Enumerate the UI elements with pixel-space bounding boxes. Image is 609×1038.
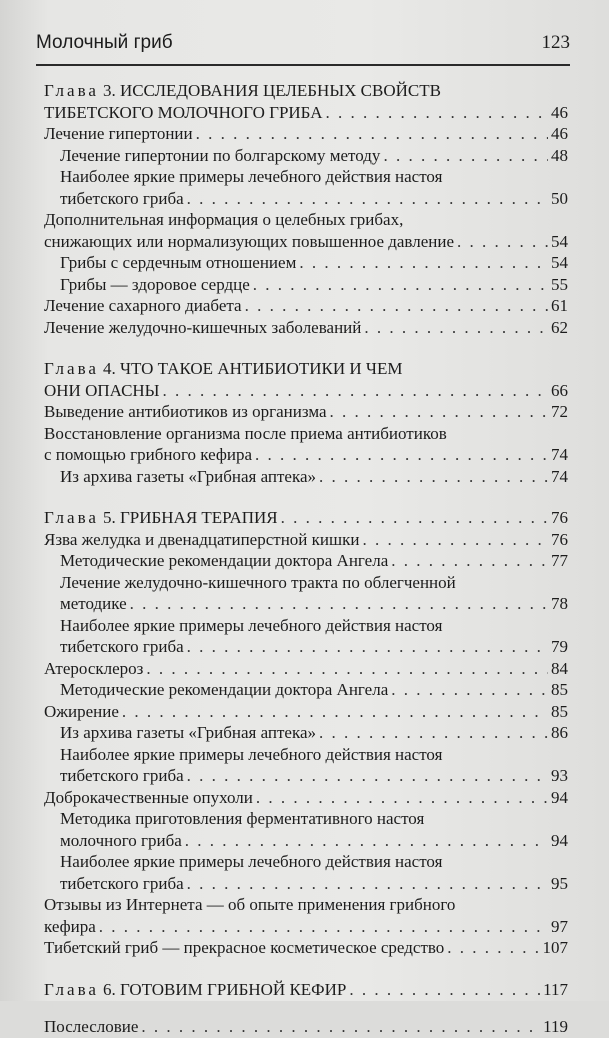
chapter-3-heading — [44, 80, 568, 123]
page-ref: 93 — [551, 766, 568, 785]
toc-subentry — [44, 274, 568, 296]
entry-title: Лечение гипертонии — [44, 124, 193, 143]
page-ref: 61 — [551, 296, 568, 315]
page-ref: 66 — [551, 380, 568, 400]
entry-title-cont: кефира — [44, 916, 96, 936]
toc-subentry — [44, 252, 568, 274]
toc-subentry — [44, 722, 568, 744]
page-ref: 50 — [551, 188, 568, 208]
entry-title: Выведение антибиотиков из организма — [44, 402, 327, 421]
toc-subentry — [44, 808, 568, 851]
page-ref: 46 — [551, 102, 568, 122]
page-ref: 85 — [551, 701, 568, 721]
toc-subentry — [44, 851, 568, 894]
entry-title: Ожирение — [44, 701, 119, 721]
page-ref: 72 — [551, 402, 568, 421]
entry-title: Методические рекомендации доктора Ангела — [60, 551, 389, 570]
page-ref: 79 — [551, 637, 568, 656]
page-ref: 85 — [551, 680, 568, 699]
toc-subentry — [44, 615, 568, 658]
entry-title: Грибы с сердечным отношением — [60, 253, 297, 272]
entry-title-cont: методике — [60, 594, 127, 613]
toc-subentry — [44, 679, 568, 701]
toc-subentry — [44, 466, 568, 488]
toc-entry — [44, 295, 568, 317]
page-ref: 97 — [551, 916, 568, 936]
toc-entry — [44, 123, 568, 145]
page-ref: 94 — [551, 787, 568, 807]
entry-title-cont: тибетского гриба — [60, 873, 184, 893]
page-ref: 78 — [551, 594, 568, 613]
chapter-prefix: Глава — [44, 979, 99, 999]
toc-subentry — [44, 166, 568, 209]
toc-entry — [44, 937, 568, 959]
entry-title: Наиболее яркие примеры лечебного действия настоя — [60, 852, 443, 871]
toc-entry — [44, 423, 568, 466]
running-title: Молочный гриб — [36, 32, 173, 53]
toc-entry — [44, 658, 568, 680]
page-ref: 86 — [551, 723, 568, 742]
toc-entry — [44, 894, 568, 937]
entry-title-cont: снижающих или нормализующих повышенное давление — [44, 231, 455, 251]
toc-entry — [44, 401, 568, 423]
chapter-5-heading — [44, 507, 568, 529]
entry-title-cont: с помощью грибного кефира — [44, 445, 252, 464]
page-ref: 48 — [551, 145, 568, 165]
toc-entry — [44, 317, 568, 339]
toc-subentry — [44, 550, 568, 572]
chapter-title-line-2: ТИБЕТСКОГО МОЛОЧНОГО ГРИБА — [44, 102, 323, 122]
entry-title: Отзывы из Интернета — об опыте применения грибного — [44, 895, 456, 914]
chapter-prefix: Глава — [44, 508, 99, 527]
page-ref: 76 — [551, 529, 568, 549]
toc-entry — [44, 787, 568, 809]
toc-subentry — [44, 572, 568, 615]
page-ref: 74 — [551, 445, 568, 464]
chapter-title-line-2: ОНИ ОПАСНЫ — [44, 380, 160, 400]
chapter-title: 5. ГРИБНАЯ ТЕРАПИЯ — [102, 508, 278, 527]
page-ref: 74 — [551, 466, 568, 486]
chapter-title: 6. ГОТОВИМ ГРИБНОЙ КЕФИР — [102, 979, 347, 999]
toc-subentry — [44, 744, 568, 787]
entry-title: Лечение желудочно-кишечного тракта по облегченной — [60, 572, 456, 592]
entry-title: Дополнительная информация о целебных грибах, — [44, 210, 404, 229]
chapter-6-heading — [44, 979, 568, 1001]
entry-title: Лечение гипертонии по болгарскому методу — [60, 145, 381, 165]
page-number: 123 — [541, 32, 570, 53]
entry-title: Грибы — здоровое сердце — [60, 274, 250, 294]
chapter-prefix: Глава — [44, 359, 99, 378]
table-of-contents — [44, 80, 568, 1038]
page-header — [36, 30, 570, 66]
page-ref: 76 — [551, 508, 568, 527]
afterword-entry — [44, 1016, 568, 1038]
page-ref: 119 — [543, 1017, 568, 1036]
entry-title: Доброкачественные опухоли — [44, 787, 253, 807]
entry-title: Лечение желудочно-кишечных заболеваний — [44, 317, 362, 337]
page-ref: 117 — [543, 979, 568, 999]
page-ref: 84 — [551, 658, 568, 678]
entry-title: Атеросклероз — [44, 658, 144, 678]
entry-title: Послесловие — [44, 1017, 139, 1036]
page-ref: 77 — [551, 551, 568, 570]
toc-subentry — [44, 145, 568, 167]
toc-entry — [44, 529, 568, 551]
entry-title: Наиболее яркие примеры лечебного действия настоя — [60, 744, 443, 764]
chapter-title-line-1: 4. ЧТО ТАКОЕ АНТИБИОТИКИ И ЧЕМ — [102, 359, 403, 378]
entry-title-cont: тибетского гриба — [60, 188, 184, 208]
entry-title: Лечение сахарного диабета — [44, 296, 242, 315]
entry-title-cont: тибетского гриба — [60, 766, 184, 785]
toc-entry — [44, 701, 568, 723]
entry-title: Наиболее яркие примеры лечебного действия настоя — [60, 167, 443, 186]
chapter-prefix: Глава — [44, 81, 99, 100]
entry-title: Методические рекомендации доктора Ангела — [60, 680, 389, 699]
entry-title: Из архива газеты «Грибная аптека» — [60, 723, 317, 742]
entry-title-cont: тибетского гриба — [60, 637, 184, 656]
page-ref: 95 — [551, 873, 568, 893]
chapter-title-line-1: 3. ИССЛЕДОВАНИЯ ЦЕЛЕБНЫХ СВОЙСТВ — [102, 81, 441, 100]
toc-entry — [44, 209, 568, 252]
page-ref: 54 — [551, 253, 568, 272]
page-ref: 54 — [551, 231, 568, 251]
chapter-4-heading — [44, 358, 568, 401]
entry-title: Восстановление организма после приема антибиотиков — [44, 423, 447, 443]
entry-title: Из архива газеты «Грибная аптека» — [60, 466, 317, 486]
entry-title: Тибетский гриб — прекрасное косметическое средство — [44, 938, 445, 957]
entry-title: Методика приготовления ферментативного настоя — [60, 809, 425, 828]
entry-title: Наиболее яркие примеры лечебного действия настоя — [60, 615, 443, 635]
entry-title-cont: молочного гриба — [60, 830, 182, 850]
page-ref: 46 — [551, 124, 568, 143]
page-ref: 107 — [542, 938, 568, 957]
page-ref: 62 — [551, 317, 568, 337]
entry-title: Язва желудка и двенадцатиперстной кишки — [44, 529, 360, 549]
page-ref: 94 — [551, 830, 568, 850]
page-ref: 55 — [551, 274, 568, 294]
